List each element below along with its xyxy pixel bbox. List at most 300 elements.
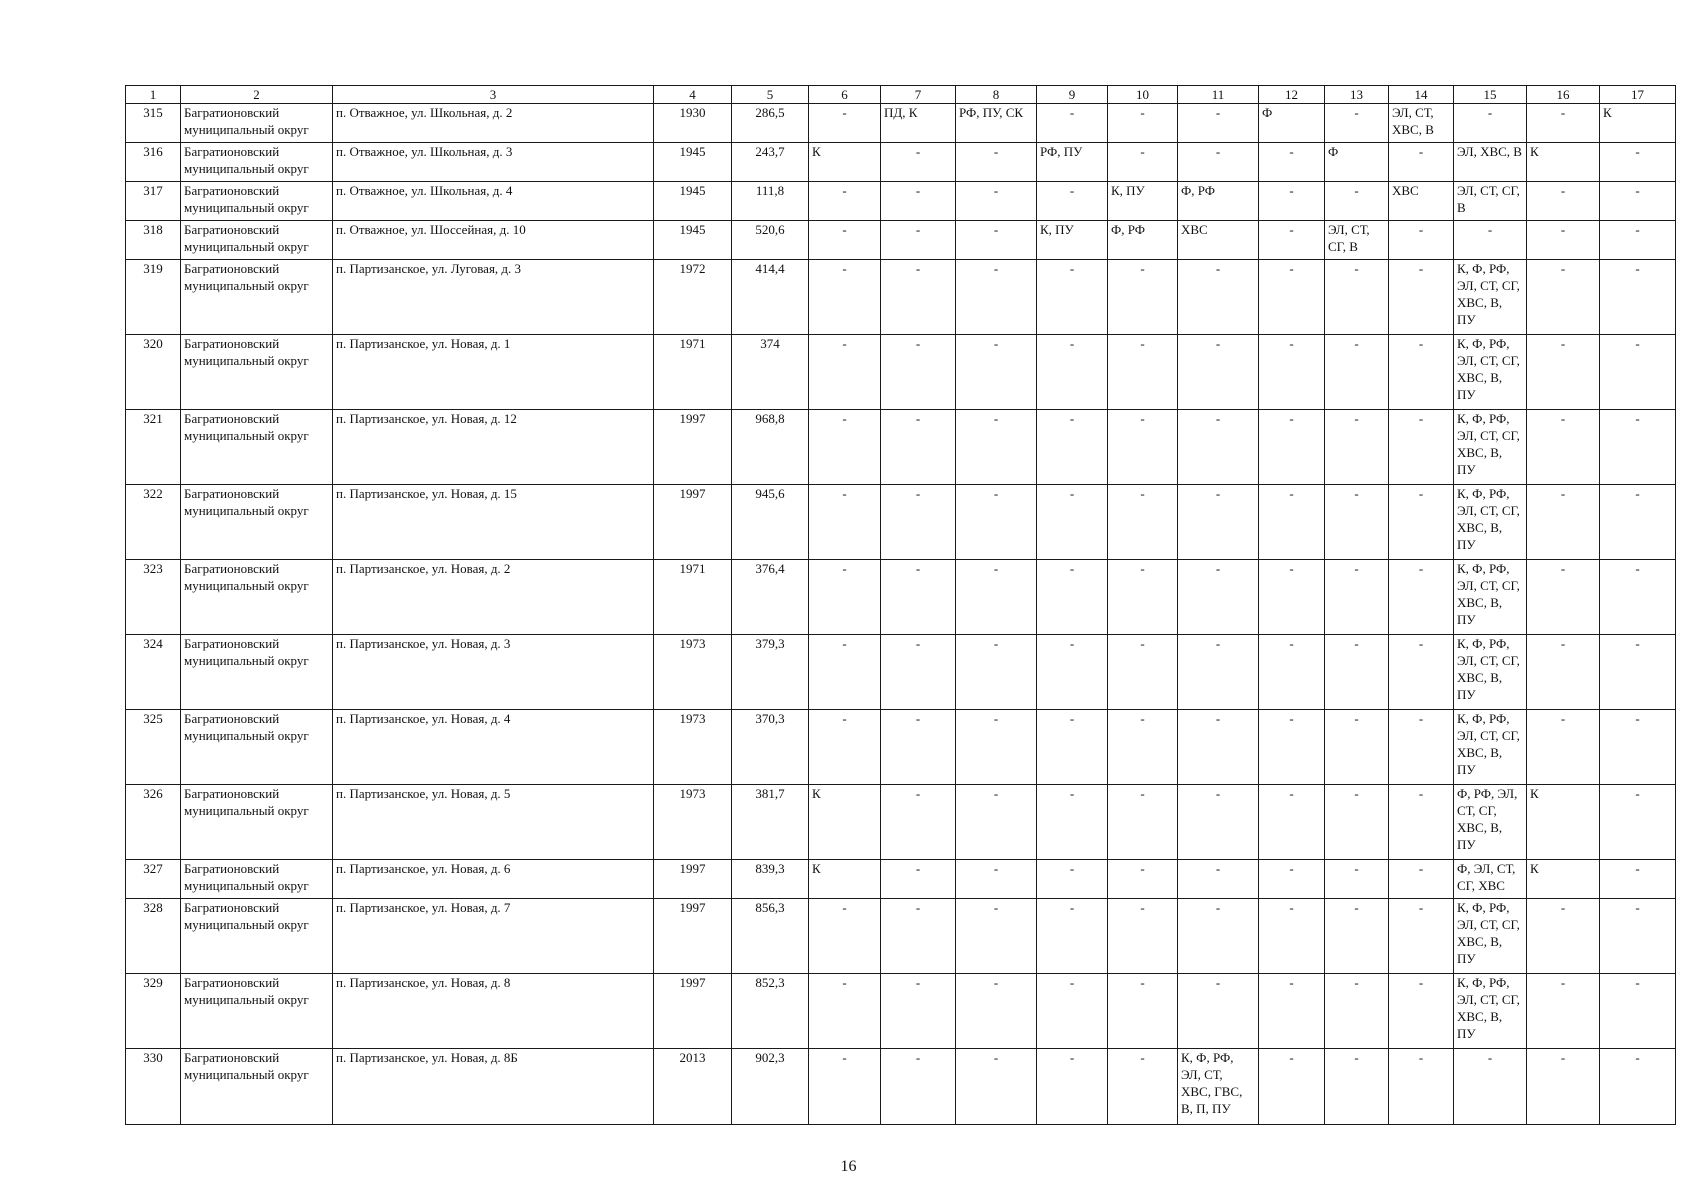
table-cell: - — [1325, 104, 1389, 143]
address-cell: п. Отважное, ул. Школьная, д. 2 — [333, 104, 654, 143]
table-cell: - — [809, 182, 881, 221]
table-cell: - — [1527, 560, 1600, 635]
table-cell: - — [1389, 410, 1454, 485]
district-cell: Багратионовский муниципальный округ — [181, 335, 333, 410]
table-cell: - — [1325, 485, 1389, 560]
address-cell: п. Партизанское, ул. Новая, д. 15 — [333, 485, 654, 560]
address-cell: п. Партизанское, ул. Новая, д. 4 — [333, 710, 654, 785]
table-cell: - — [956, 221, 1037, 260]
table-cell: - — [1527, 710, 1600, 785]
table-row — [126, 335, 1676, 410]
row-number-cell: 330 — [126, 1049, 181, 1125]
table-body — [126, 104, 1676, 1125]
district-cell: Багратионовский муниципальный округ — [181, 1049, 333, 1125]
table-cell: К — [1527, 860, 1600, 899]
area-cell: 379,3 — [732, 635, 809, 710]
table-cell: - — [1600, 899, 1676, 974]
table-cell: - — [1037, 974, 1108, 1049]
year-cell: 1971 — [654, 560, 732, 635]
year-cell: 1972 — [654, 260, 732, 335]
table-cell: К, Ф, РФ, ЭЛ, СТ, ХВС, ГВС, В, П, ПУ — [1178, 1049, 1259, 1125]
table-cell: - — [1325, 260, 1389, 335]
year-cell: 1971 — [654, 335, 732, 410]
table-row — [126, 182, 1676, 221]
address-cell: п. Партизанское, ул. Новая, д. 5 — [333, 785, 654, 860]
district-cell: Багратионовский муниципальный округ — [181, 221, 333, 260]
table-row — [126, 860, 1676, 899]
table-cell: - — [1600, 635, 1676, 710]
table-cell: К, Ф, РФ, ЭЛ, СТ, СГ, ХВС, В, ПУ — [1454, 485, 1527, 560]
table-cell: - — [1389, 860, 1454, 899]
table-cell: - — [1178, 635, 1259, 710]
table-cell: - — [1454, 1049, 1527, 1125]
table-cell: - — [1178, 560, 1259, 635]
table-cell: - — [1389, 785, 1454, 860]
table-cell: - — [956, 485, 1037, 560]
table-cell: - — [1527, 1049, 1600, 1125]
table-cell: - — [1037, 710, 1108, 785]
address-cell: п. Партизанское, ул. Луговая, д. 3 — [333, 260, 654, 335]
table-cell: К — [1527, 143, 1600, 182]
table-cell: Ф — [1259, 104, 1325, 143]
area-cell: 968,8 — [732, 410, 809, 485]
table-cell: - — [1108, 485, 1178, 560]
table-cell: - — [881, 899, 956, 974]
table-cell: - — [1527, 104, 1600, 143]
district-cell: Багратионовский муниципальный округ — [181, 485, 333, 560]
column-header: 5 — [732, 86, 809, 104]
area-cell: 376,4 — [732, 560, 809, 635]
table-cell: К, ПУ — [1108, 182, 1178, 221]
table-cell: - — [1600, 260, 1676, 335]
table-cell: - — [1108, 710, 1178, 785]
table-cell: - — [1325, 182, 1389, 221]
table-cell: - — [1108, 899, 1178, 974]
table-cell: ЭЛ, СТ, ХВС, В — [1389, 104, 1454, 143]
table-cell: - — [956, 1049, 1037, 1125]
table-cell: ХВС — [1389, 182, 1454, 221]
year-cell: 1997 — [654, 899, 732, 974]
table-cell: - — [956, 335, 1037, 410]
address-cell: п. Партизанское, ул. Новая, д. 8Б — [333, 1049, 654, 1125]
table-cell: - — [1527, 635, 1600, 710]
area-cell: 370,3 — [732, 710, 809, 785]
table-cell: - — [809, 104, 881, 143]
table-cell: - — [1527, 182, 1600, 221]
table-cell: - — [881, 221, 956, 260]
table-cell: - — [1037, 899, 1108, 974]
row-number-cell: 322 — [126, 485, 181, 560]
table-row — [126, 104, 1676, 143]
table-cell: Ф, РФ — [1108, 221, 1178, 260]
table-cell: - — [1325, 785, 1389, 860]
table-cell: К, Ф, РФ, ЭЛ, СТ, СГ, ХВС, В, ПУ — [1454, 410, 1527, 485]
table-cell: - — [881, 560, 956, 635]
table-cell: - — [1600, 785, 1676, 860]
table-cell: - — [809, 260, 881, 335]
district-cell: Багратионовский муниципальный округ — [181, 182, 333, 221]
table-cell: - — [1178, 485, 1259, 560]
district-cell: Багратионовский муниципальный округ — [181, 410, 333, 485]
address-cell: п. Отважное, ул. Школьная, д. 3 — [333, 143, 654, 182]
table-cell: - — [1178, 860, 1259, 899]
column-header: 2 — [181, 86, 333, 104]
table-cell: - — [809, 635, 881, 710]
table-cell: - — [1259, 710, 1325, 785]
table-cell: - — [1259, 221, 1325, 260]
row-number-cell: 328 — [126, 899, 181, 974]
table-cell: - — [1037, 104, 1108, 143]
table-cell: - — [956, 635, 1037, 710]
column-header: 13 — [1325, 86, 1389, 104]
row-number-cell: 323 — [126, 560, 181, 635]
table-row — [126, 710, 1676, 785]
table-cell: - — [956, 143, 1037, 182]
table-cell: - — [1037, 860, 1108, 899]
table-cell: - — [1178, 410, 1259, 485]
column-header: 3 — [333, 86, 654, 104]
table-cell: - — [1527, 335, 1600, 410]
row-number-cell: 321 — [126, 410, 181, 485]
table-cell: - — [1527, 260, 1600, 335]
area-cell: 839,3 — [732, 860, 809, 899]
column-header: 1 — [126, 86, 181, 104]
table-cell: - — [1108, 860, 1178, 899]
table-cell: - — [1325, 974, 1389, 1049]
year-cell: 1973 — [654, 635, 732, 710]
address-cell: п. Партизанское, ул. Новая, д. 3 — [333, 635, 654, 710]
table-cell: - — [956, 182, 1037, 221]
table-cell: - — [1037, 182, 1108, 221]
table-cell: - — [1178, 710, 1259, 785]
table-cell: - — [809, 974, 881, 1049]
table-cell: - — [1389, 974, 1454, 1049]
table-cell: - — [1259, 560, 1325, 635]
table-cell: - — [809, 560, 881, 635]
table-cell: - — [1527, 410, 1600, 485]
table-row — [126, 635, 1676, 710]
table-cell: - — [1037, 335, 1108, 410]
address-cell: п. Партизанское, ул. Новая, д. 6 — [333, 860, 654, 899]
area-cell: 852,3 — [732, 974, 809, 1049]
table-row — [126, 410, 1676, 485]
table-cell: - — [881, 710, 956, 785]
table-cell: - — [809, 335, 881, 410]
district-cell: Багратионовский муниципальный округ — [181, 860, 333, 899]
table-cell: - — [1325, 710, 1389, 785]
table-cell: - — [1527, 485, 1600, 560]
table-cell: - — [956, 974, 1037, 1049]
year-cell: 1973 — [654, 710, 732, 785]
table-cell: - — [956, 560, 1037, 635]
table-cell: - — [881, 182, 956, 221]
column-header: 17 — [1600, 86, 1676, 104]
district-cell: Багратионовский муниципальный округ — [181, 785, 333, 860]
table-cell: - — [1259, 635, 1325, 710]
year-cell: 1997 — [654, 485, 732, 560]
table-cell: - — [1600, 335, 1676, 410]
table-cell: К, Ф, РФ, ЭЛ, СТ, СГ, ХВС, В, ПУ — [1454, 974, 1527, 1049]
table-cell: К — [809, 860, 881, 899]
table-cell: - — [1108, 143, 1178, 182]
table-cell: - — [1259, 485, 1325, 560]
area-cell: 945,6 — [732, 485, 809, 560]
table-cell: - — [881, 1049, 956, 1125]
table-cell: - — [1389, 560, 1454, 635]
table-row — [126, 974, 1676, 1049]
table-cell: - — [809, 1049, 881, 1125]
table-cell: - — [809, 410, 881, 485]
area-cell: 414,4 — [732, 260, 809, 335]
table-cell: - — [1108, 410, 1178, 485]
district-cell: Багратионовский муниципальный округ — [181, 974, 333, 1049]
row-number-cell: 324 — [126, 635, 181, 710]
table-cell: - — [1389, 335, 1454, 410]
year-cell: 1945 — [654, 143, 732, 182]
table-cell: К — [1600, 104, 1676, 143]
table-row — [126, 260, 1676, 335]
table-cell: - — [881, 485, 956, 560]
table-cell: - — [1389, 143, 1454, 182]
table-cell: - — [1389, 1049, 1454, 1125]
year-cell: 1997 — [654, 410, 732, 485]
table-cell: - — [1259, 974, 1325, 1049]
table-cell: - — [881, 635, 956, 710]
table-cell: - — [1108, 974, 1178, 1049]
row-number-cell: 327 — [126, 860, 181, 899]
table-cell: - — [1600, 410, 1676, 485]
table-cell: - — [1325, 1049, 1389, 1125]
column-header: 8 — [956, 86, 1037, 104]
table-cell: - — [1454, 221, 1527, 260]
table-cell: - — [809, 710, 881, 785]
page-number: 16 — [840, 1158, 857, 1175]
table-cell: - — [956, 260, 1037, 335]
table-cell: ХВС — [1178, 221, 1259, 260]
table-row — [126, 785, 1676, 860]
table-cell: - — [1178, 974, 1259, 1049]
table-cell: - — [1108, 635, 1178, 710]
table-cell: - — [1178, 335, 1259, 410]
table-cell: - — [809, 221, 881, 260]
column-header: 10 — [1108, 86, 1178, 104]
area-cell: 374 — [732, 335, 809, 410]
table-cell: - — [881, 143, 956, 182]
row-number-cell: 326 — [126, 785, 181, 860]
table-cell: - — [1259, 410, 1325, 485]
table-cell: - — [1527, 974, 1600, 1049]
table-cell: - — [1600, 710, 1676, 785]
table-cell: - — [956, 899, 1037, 974]
table-cell: - — [1259, 260, 1325, 335]
district-cell: Багратионовский муниципальный округ — [181, 260, 333, 335]
table-cell: - — [1389, 710, 1454, 785]
table-cell: - — [1600, 974, 1676, 1049]
table-cell: - — [1454, 104, 1527, 143]
column-header: 9 — [1037, 86, 1108, 104]
table-row — [126, 221, 1676, 260]
table-cell: К, Ф, РФ, ЭЛ, СТ, СГ, ХВС, В, ПУ — [1454, 635, 1527, 710]
column-header: 6 — [809, 86, 881, 104]
district-cell: Багратионовский муниципальный округ — [181, 104, 333, 143]
table-row — [126, 485, 1676, 560]
table-cell: - — [1259, 899, 1325, 974]
address-cell: п. Партизанское, ул. Новая, д. 2 — [333, 560, 654, 635]
column-number-header-row — [126, 86, 1676, 104]
table-cell: - — [1037, 785, 1108, 860]
table-cell: ПД, К — [881, 104, 956, 143]
year-cell: 1930 — [654, 104, 732, 143]
address-cell: п. Партизанское, ул. Новая, д. 8 — [333, 974, 654, 1049]
table-cell: К — [809, 143, 881, 182]
table-cell: - — [1037, 410, 1108, 485]
table-cell: К, ПУ — [1037, 221, 1108, 260]
table-cell: - — [1325, 410, 1389, 485]
table-cell: - — [1178, 143, 1259, 182]
table-cell: - — [1325, 635, 1389, 710]
table-cell: - — [1108, 260, 1178, 335]
column-header: 14 — [1389, 86, 1454, 104]
table-cell: - — [1108, 335, 1178, 410]
district-cell: Багратионовский муниципальный округ — [181, 899, 333, 974]
table-cell: - — [1389, 899, 1454, 974]
table-cell: - — [1600, 485, 1676, 560]
column-header: 16 — [1527, 86, 1600, 104]
table-row — [126, 143, 1676, 182]
table-cell: - — [1600, 143, 1676, 182]
table-cell: К — [809, 785, 881, 860]
table-row — [126, 560, 1676, 635]
table-cell: - — [956, 410, 1037, 485]
row-number-cell: 318 — [126, 221, 181, 260]
table-cell: К, Ф, РФ, ЭЛ, СТ, СГ, ХВС, В, ПУ — [1454, 335, 1527, 410]
table-cell: - — [1037, 635, 1108, 710]
table-cell: - — [1108, 785, 1178, 860]
table-cell: - — [881, 335, 956, 410]
district-cell: Багратионовский муниципальный округ — [181, 560, 333, 635]
year-cell: 1997 — [654, 974, 732, 1049]
table-cell: - — [1325, 899, 1389, 974]
district-cell: Багратионовский муниципальный округ — [181, 143, 333, 182]
district-cell: Багратионовский муниципальный округ — [181, 710, 333, 785]
table-cell: - — [1108, 560, 1178, 635]
row-number-cell: 329 — [126, 974, 181, 1049]
table-cell: - — [1259, 143, 1325, 182]
table-cell: - — [1600, 221, 1676, 260]
table-cell: - — [1527, 899, 1600, 974]
address-cell: п. Партизанское, ул. Новая, д. 1 — [333, 335, 654, 410]
table-cell: - — [956, 860, 1037, 899]
table-cell: - — [1037, 485, 1108, 560]
year-cell: 1945 — [654, 182, 732, 221]
area-cell: 902,3 — [732, 1049, 809, 1125]
area-cell: 520,6 — [732, 221, 809, 260]
area-cell: 381,7 — [732, 785, 809, 860]
table-cell: - — [1600, 182, 1676, 221]
table-cell: - — [1600, 1049, 1676, 1125]
area-cell: 286,5 — [732, 104, 809, 143]
table-cell: К, Ф, РФ, ЭЛ, СТ, СГ, ХВС, В, ПУ — [1454, 260, 1527, 335]
table-cell: - — [1037, 1049, 1108, 1125]
table-cell: ЭЛ, СТ, СГ, В — [1454, 182, 1527, 221]
address-cell: п. Отважное, ул. Школьная, д. 4 — [333, 182, 654, 221]
table-cell: - — [1527, 221, 1600, 260]
column-header: 11 — [1178, 86, 1259, 104]
table-cell: Ф, ЭЛ, СТ, СГ, ХВС — [1454, 860, 1527, 899]
table-cell: - — [1178, 104, 1259, 143]
area-cell: 243,7 — [732, 143, 809, 182]
address-cell: п. Партизанское, ул. Новая, д. 7 — [333, 899, 654, 974]
table-cell: - — [1389, 260, 1454, 335]
table-cell: - — [956, 785, 1037, 860]
table-cell: - — [1389, 221, 1454, 260]
table-cell: - — [1108, 104, 1178, 143]
table-cell: - — [1259, 1049, 1325, 1125]
table-row — [126, 1049, 1676, 1125]
column-header: 7 — [881, 86, 956, 104]
district-cell: Багратионовский муниципальный округ — [181, 635, 333, 710]
table-cell: - — [956, 710, 1037, 785]
table-cell: - — [1108, 1049, 1178, 1125]
table-cell: - — [881, 860, 956, 899]
table-cell: К, Ф, РФ, ЭЛ, СТ, СГ, ХВС, В, ПУ — [1454, 710, 1527, 785]
column-header: 15 — [1454, 86, 1527, 104]
table-cell: - — [1259, 785, 1325, 860]
table-cell: - — [881, 785, 956, 860]
table-cell: - — [1325, 860, 1389, 899]
table-cell: К — [1527, 785, 1600, 860]
year-cell: 1973 — [654, 785, 732, 860]
table-cell: - — [1178, 785, 1259, 860]
table-cell: - — [1389, 635, 1454, 710]
table-cell: К, Ф, РФ, ЭЛ, СТ, СГ, ХВС, В, ПУ — [1454, 899, 1527, 974]
table-cell: - — [1389, 485, 1454, 560]
table-cell: - — [1037, 260, 1108, 335]
table-cell: - — [881, 974, 956, 1049]
table-cell: - — [881, 260, 956, 335]
row-number-cell: 316 — [126, 143, 181, 182]
table-row — [126, 899, 1676, 974]
table-cell: Ф, РФ, ЭЛ, СТ, СГ, ХВС, В, ПУ — [1454, 785, 1527, 860]
table-cell: РФ, ПУ, СК — [956, 104, 1037, 143]
table-cell: - — [1259, 860, 1325, 899]
address-cell: п. Отважное, ул. Шоссейная, д. 10 — [333, 221, 654, 260]
row-number-cell: 325 — [126, 710, 181, 785]
table-cell: - — [1037, 560, 1108, 635]
row-number-cell: 319 — [126, 260, 181, 335]
table-cell: - — [1259, 182, 1325, 221]
table-cell: К, Ф, РФ, ЭЛ, СТ, СГ, ХВС, В, ПУ — [1454, 560, 1527, 635]
table-cell: РФ, ПУ — [1037, 143, 1108, 182]
column-header: 12 — [1259, 86, 1325, 104]
table-cell: - — [1600, 860, 1676, 899]
column-header: 4 — [654, 86, 732, 104]
table-cell: - — [1178, 899, 1259, 974]
table-cell: - — [1178, 260, 1259, 335]
table-cell: - — [809, 899, 881, 974]
row-number-cell: 320 — [126, 335, 181, 410]
table-cell: - — [1600, 560, 1676, 635]
table-cell: ЭЛ, СТ, СГ, В — [1325, 221, 1389, 260]
row-number-cell: 315 — [126, 104, 181, 143]
table-cell: - — [809, 485, 881, 560]
table-cell: - — [881, 410, 956, 485]
address-cell: п. Партизанское, ул. Новая, д. 12 — [333, 410, 654, 485]
table-cell: - — [1259, 335, 1325, 410]
table-cell: - — [1325, 560, 1389, 635]
year-cell: 2013 — [654, 1049, 732, 1125]
area-cell: 111,8 — [732, 182, 809, 221]
